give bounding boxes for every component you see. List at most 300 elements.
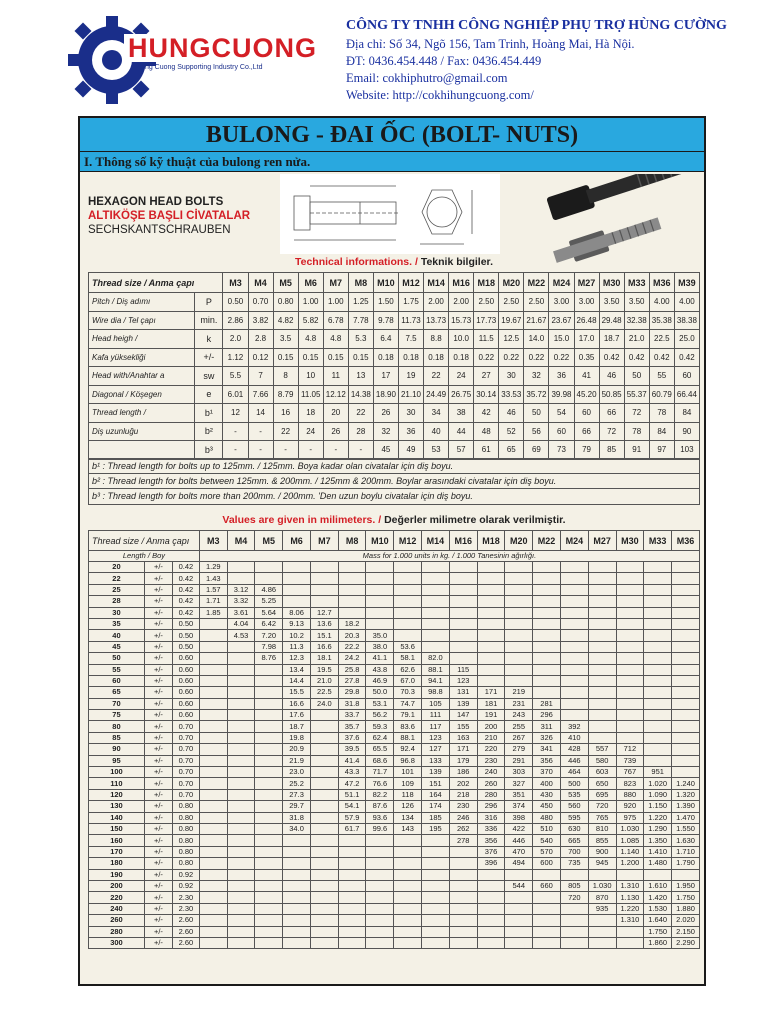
mass-cell	[227, 778, 255, 789]
mass-cell: 82.0	[422, 653, 450, 664]
mass-cell: 18.2	[338, 618, 366, 629]
mass-length-cell: 22	[89, 573, 145, 584]
mass-cell	[449, 653, 477, 664]
mass-cell	[505, 618, 533, 629]
spec-cell: 65	[499, 441, 524, 460]
mass-row	[89, 892, 700, 903]
mass-cell	[616, 698, 644, 709]
mass-cell	[422, 937, 450, 948]
mass-cell	[199, 892, 227, 903]
mass-cell	[672, 607, 700, 618]
mass-cell	[255, 562, 283, 573]
mass-cell: 603	[588, 767, 616, 778]
spec-cell: 60	[574, 404, 599, 423]
mass-cell: 951	[644, 767, 672, 778]
mass-cell: 134	[394, 812, 422, 823]
mass-cell	[310, 744, 338, 755]
mass-cell: 0.50	[172, 630, 199, 641]
mass-cell: 0.70	[172, 789, 199, 800]
mass-cell	[644, 664, 672, 675]
mass-cell: 24.2	[338, 653, 366, 664]
spec-cell: 22	[348, 404, 373, 423]
mass-cell	[505, 926, 533, 937]
mass-length-cell: 35	[89, 618, 145, 629]
mass-cell: 34.0	[283, 823, 311, 834]
mass-cell: 392	[560, 721, 588, 732]
spec-cell: 15.0	[549, 330, 574, 349]
mass-cell: 13.4	[283, 664, 311, 675]
mass-cell: +/-	[144, 858, 172, 869]
mass-length-cell: 65	[89, 687, 145, 698]
mass-cell	[255, 846, 283, 857]
mass-row	[89, 687, 700, 698]
mass-cell: 123	[449, 675, 477, 686]
spec-cell: 3.50	[624, 293, 649, 312]
mass-length-cell: 160	[89, 835, 145, 846]
spec-cell: 3.82	[248, 311, 273, 330]
mass-cell: 0.70	[172, 732, 199, 743]
spec-cell: 66.44	[674, 385, 699, 404]
mass-cell: 805	[560, 880, 588, 891]
mass-cell: 22.5	[310, 687, 338, 698]
spec-cell: 0.42	[599, 348, 624, 367]
mass-cell: 595	[560, 812, 588, 823]
mass-cell	[533, 630, 561, 641]
mass-cell: 735	[560, 858, 588, 869]
spec-cell: 2.8	[248, 330, 273, 349]
spec-size-header: M6	[298, 273, 323, 293]
mass-cell: 1.43	[199, 573, 227, 584]
logo-tagline: Hung Cuong Supporting Industry Co.,Ltd	[136, 64, 263, 71]
mass-cell: 1.640	[644, 915, 672, 926]
mass-cell	[560, 573, 588, 584]
mass-cell: 1.085	[616, 835, 644, 846]
mass-length-cell: 40	[89, 630, 145, 641]
mass-cell	[422, 596, 450, 607]
mass-cell: 1.020	[644, 778, 672, 789]
mass-cell	[644, 698, 672, 709]
mass-cell: 105	[422, 698, 450, 709]
mass-cell: 220	[477, 744, 505, 755]
mass-cell	[199, 630, 227, 641]
mass-cell	[449, 915, 477, 926]
mass-cell	[588, 869, 616, 880]
spec-cell: 14.0	[524, 330, 549, 349]
mass-cell	[255, 710, 283, 721]
mass-row	[89, 823, 700, 834]
spec-cell: 2.50	[474, 293, 499, 312]
spec-cell: -	[323, 441, 348, 460]
spec-row-label: Pitch / Diş adımı	[89, 293, 195, 312]
mass-cell	[310, 767, 338, 778]
company-info	[346, 18, 746, 104]
mass-cell: 0.70	[172, 721, 199, 732]
spec-size-header: M3	[223, 273, 248, 293]
mass-cell: 303	[505, 767, 533, 778]
mass-cell: 720	[588, 801, 616, 812]
mass-cell	[533, 584, 561, 595]
mass-cell	[533, 926, 561, 937]
mass-cell	[672, 562, 700, 573]
mass-cell: 61.7	[338, 823, 366, 834]
spec-cell: 33.53	[499, 385, 524, 404]
spec-cell: 38	[449, 404, 474, 423]
mass-cell: 46.9	[366, 675, 394, 686]
mass-cell: 280	[477, 789, 505, 800]
mass-cell: 147	[449, 710, 477, 721]
spec-cell: -	[248, 422, 273, 441]
mass-row	[89, 641, 700, 652]
mass-cell: +/-	[144, 903, 172, 914]
mass-cell: 171	[449, 744, 477, 755]
mass-cell	[449, 846, 477, 857]
hexagon-bolt-titles	[88, 196, 250, 236]
mass-cell: 1.310	[616, 880, 644, 891]
mass-cell: 327	[505, 778, 533, 789]
spec-row-label	[89, 441, 195, 460]
mass-cell: 164	[422, 789, 450, 800]
mass-cell	[505, 937, 533, 948]
mass-cell: 1.530	[644, 903, 672, 914]
mass-cell	[588, 937, 616, 948]
mass-cell	[672, 732, 700, 743]
mass-cell	[449, 903, 477, 914]
spec-cell: 48	[474, 422, 499, 441]
mass-cell	[227, 926, 255, 937]
mass-cell: 11.3	[283, 641, 311, 652]
mass-cell: +/-	[144, 653, 172, 664]
mass-cell	[199, 732, 227, 743]
mass-cell	[616, 653, 644, 664]
mass-cell	[338, 607, 366, 618]
spec-cell: 61	[474, 441, 499, 460]
mass-cell: 56.2	[366, 710, 394, 721]
mass-cell	[505, 584, 533, 595]
mass-cell: 296	[533, 710, 561, 721]
mass-length-cell: 190	[89, 869, 145, 880]
mass-cell	[310, 858, 338, 869]
spec-cell: 66	[599, 404, 624, 423]
mass-cell: 19.5	[310, 664, 338, 675]
mass-cell	[533, 664, 561, 675]
mass-cell	[283, 573, 311, 584]
mass-cell: 0.80	[172, 823, 199, 834]
mass-cell: 410	[560, 732, 588, 743]
mass-cell	[338, 858, 366, 869]
mass-size-header: M16	[449, 531, 477, 551]
spec-size-header: M39	[674, 273, 699, 293]
spec-size-header: M5	[273, 273, 298, 293]
mass-cell: 3.12	[227, 584, 255, 595]
mass-length-cell: 100	[89, 767, 145, 778]
spec-row-symbol: k	[195, 330, 223, 349]
mass-cell	[616, 584, 644, 595]
spec-cell: 0.50	[223, 293, 248, 312]
spec-cell: 53	[424, 441, 449, 460]
mass-cell: 267	[505, 732, 533, 743]
mass-cell: 68.6	[366, 755, 394, 766]
mass-cell: 0.80	[172, 835, 199, 846]
spec-cell: 12	[223, 404, 248, 423]
spec-row	[89, 404, 700, 423]
mass-cell: 316	[477, 812, 505, 823]
mass-cell	[449, 937, 477, 948]
mass-cell	[449, 562, 477, 573]
mass-cell	[533, 903, 561, 914]
mass-cell: 700	[560, 846, 588, 857]
company-email[interactable]: Email: cokhiphutro@gmail.com	[346, 71, 508, 85]
mass-cell: 41.1	[366, 653, 394, 664]
spec-cell: 4.00	[649, 293, 674, 312]
spec-cell: 4.8	[323, 330, 348, 349]
mass-cell	[588, 596, 616, 607]
mass-cell: 139	[422, 767, 450, 778]
mass-cell: 1.29	[199, 562, 227, 573]
spec-cell: 18	[298, 404, 323, 423]
spec-cell: 2.50	[499, 293, 524, 312]
spec-cell: 56	[524, 422, 549, 441]
mass-cell	[644, 630, 672, 641]
mass-cell: 2.150	[672, 926, 700, 937]
mass-cell: 557	[588, 744, 616, 755]
mass-cell: 12.7	[310, 607, 338, 618]
mass-cell	[255, 823, 283, 834]
mass-cell	[588, 687, 616, 698]
mass-cell: +/-	[144, 835, 172, 846]
mass-cell: 1.220	[616, 903, 644, 914]
mass-cell: +/-	[144, 721, 172, 732]
spec-cell: 24.49	[424, 385, 449, 404]
mass-cell	[199, 618, 227, 629]
mass-cell	[255, 767, 283, 778]
mass-length-cell: 140	[89, 812, 145, 823]
mass-cell: 88.1	[394, 732, 422, 743]
mass-cell	[255, 732, 283, 743]
mass-cell	[366, 926, 394, 937]
mass-cell: 99.6	[366, 823, 394, 834]
mass-cell	[560, 698, 588, 709]
mass-cell	[616, 596, 644, 607]
mass-cell: +/-	[144, 915, 172, 926]
spec-cell: 36	[549, 367, 574, 386]
mass-cell: 57.9	[338, 812, 366, 823]
mass-cell: 630	[560, 823, 588, 834]
mass-cell: 185	[422, 812, 450, 823]
mass-cell	[227, 789, 255, 800]
spec-cell: 0.70	[248, 293, 273, 312]
mass-cell	[283, 596, 311, 607]
mass-cell: +/-	[144, 755, 172, 766]
mass-cell: 7.20	[255, 630, 283, 641]
mass-cell	[422, 618, 450, 629]
mass-cell: +/-	[144, 675, 172, 686]
mass-cell	[644, 573, 672, 584]
spec-row-label: Diş uzunluğu	[89, 422, 195, 441]
mass-length-cell: 45	[89, 641, 145, 652]
mass-length-cell: 50	[89, 653, 145, 664]
mass-cell	[505, 664, 533, 675]
mass-cell	[255, 858, 283, 869]
mass-cell: 20.3	[338, 630, 366, 641]
mass-cell	[449, 573, 477, 584]
mass-cell: 1.710	[672, 846, 700, 857]
mass-cell	[505, 573, 533, 584]
mass-cell	[533, 573, 561, 584]
mass-cell	[588, 630, 616, 641]
mass-cell	[310, 869, 338, 880]
mass-cell: 1.310	[616, 915, 644, 926]
spec-cell: 10	[298, 367, 323, 386]
mass-cell: 0.42	[172, 573, 199, 584]
mass-cell: 0.92	[172, 869, 199, 880]
mass-cell	[505, 653, 533, 664]
technical-spec-table	[88, 272, 700, 460]
mass-cell: 33.7	[338, 710, 366, 721]
mass-cell	[310, 937, 338, 948]
mass-cell	[422, 926, 450, 937]
spec-cell: 40	[424, 422, 449, 441]
mass-cell	[199, 687, 227, 698]
spec-cell: 10.0	[449, 330, 474, 349]
mass-cell	[227, 721, 255, 732]
spec-size-header: M12	[398, 273, 423, 293]
spec-row-symbol: sw	[195, 367, 223, 386]
mass-cell	[533, 937, 561, 948]
mass-size-header: M27	[588, 531, 616, 551]
spec-cell: 28	[348, 422, 373, 441]
mass-cell	[255, 892, 283, 903]
mass-row	[89, 869, 700, 880]
mass-cell: 92.4	[394, 744, 422, 755]
mass-cell	[644, 562, 672, 573]
mass-cell: 470	[505, 846, 533, 857]
company-address: Địa chỉ: Số 34, Ngõ 156, Tam Trinh, Hoàng Mai, Hà Nội.	[346, 37, 635, 51]
mass-cell	[199, 812, 227, 823]
mass-cell	[422, 846, 450, 857]
spec-cell: 8.8	[424, 330, 449, 349]
mass-cell	[560, 675, 588, 686]
mass-cell: 1.750	[672, 892, 700, 903]
mass-cell: 1.860	[644, 937, 672, 948]
mass-cell	[366, 835, 394, 846]
mass-cell: 665	[560, 835, 588, 846]
mass-cell: 0.60	[172, 675, 199, 686]
spec-cell: 2.0	[223, 330, 248, 349]
spec-cell: 24	[298, 422, 323, 441]
mass-cell	[644, 641, 672, 652]
mass-cell: 1.290	[644, 823, 672, 834]
mass-cell	[227, 710, 255, 721]
mass-cell: 27.3	[283, 789, 311, 800]
mass-cell: 255	[505, 721, 533, 732]
spec-cell: 9.78	[373, 311, 398, 330]
mass-cell: 0.60	[172, 710, 199, 721]
mass-cell: +/-	[144, 801, 172, 812]
spec-cell: 42	[474, 404, 499, 423]
mass-cell: 0.42	[172, 607, 199, 618]
mass-size-header: M30	[616, 531, 644, 551]
mass-cell	[477, 869, 505, 880]
mass-cell: 400	[533, 778, 561, 789]
mass-row	[89, 710, 700, 721]
spec-cell: 15.73	[449, 311, 474, 330]
mass-cell	[477, 573, 505, 584]
mass-length-cell: 120	[89, 789, 145, 800]
mass-cell: 422	[505, 823, 533, 834]
mass-cell: 202	[449, 778, 477, 789]
mass-cell	[255, 880, 283, 891]
mass-cell	[227, 641, 255, 652]
spec-cell: 2.50	[524, 293, 549, 312]
mass-cell	[560, 903, 588, 914]
mass-cell	[449, 607, 477, 618]
spec-cell: 1.00	[323, 293, 348, 312]
mass-cell	[672, 630, 700, 641]
mass-cell: 53.6	[394, 641, 422, 652]
mass-cell	[477, 653, 505, 664]
mass-size-header: M5	[255, 531, 283, 551]
mass-cell	[199, 710, 227, 721]
mass-cell	[477, 675, 505, 686]
mass-cell: 39.5	[338, 744, 366, 755]
mass-cell	[588, 698, 616, 709]
spec-cell: 0.22	[524, 348, 549, 367]
mass-cell	[227, 880, 255, 891]
mass-cell	[588, 607, 616, 618]
mass-cell: 53.1	[366, 698, 394, 709]
spec-cell: 6.78	[323, 311, 348, 330]
spec-cell: 2.00	[424, 293, 449, 312]
mass-row	[89, 778, 700, 789]
mass-cell	[422, 858, 450, 869]
spec-row-symbol: e	[195, 385, 223, 404]
mass-cell	[394, 596, 422, 607]
mass-cell	[672, 573, 700, 584]
spec-cell: 78	[649, 404, 674, 423]
spec-size-header: M33	[624, 273, 649, 293]
mass-cell	[227, 823, 255, 834]
spec-cell: -	[223, 441, 248, 460]
spec-cell: 11.5	[474, 330, 499, 349]
mass-length-cell: 110	[89, 778, 145, 789]
mass-row	[89, 915, 700, 926]
mass-row	[89, 744, 700, 755]
mass-cell	[283, 903, 311, 914]
spec-cell: 39.98	[549, 385, 574, 404]
spec-header-row	[89, 273, 700, 293]
spec-size-header: M8	[348, 273, 373, 293]
mass-cell	[449, 869, 477, 880]
company-website[interactable]: Website: http://cokhihungcuong.com/	[346, 88, 534, 102]
mass-length-cell: 85	[89, 732, 145, 743]
mass-cell	[477, 607, 505, 618]
mass-cell: 935	[588, 903, 616, 914]
spec-cell: 1.50	[373, 293, 398, 312]
mass-cell: 118	[394, 789, 422, 800]
mass-cell: 74.7	[394, 698, 422, 709]
mass-cell	[394, 869, 422, 880]
mass-cell	[616, 664, 644, 675]
mass-cell: 218	[449, 789, 477, 800]
mass-cell	[394, 584, 422, 595]
spec-cell: 23.67	[549, 311, 574, 330]
mass-cell: 720	[560, 892, 588, 903]
mass-cell	[477, 664, 505, 675]
mass-cell	[199, 926, 227, 937]
mass-cell	[338, 892, 366, 903]
mass-cell	[560, 937, 588, 948]
mass-cell	[255, 926, 283, 937]
